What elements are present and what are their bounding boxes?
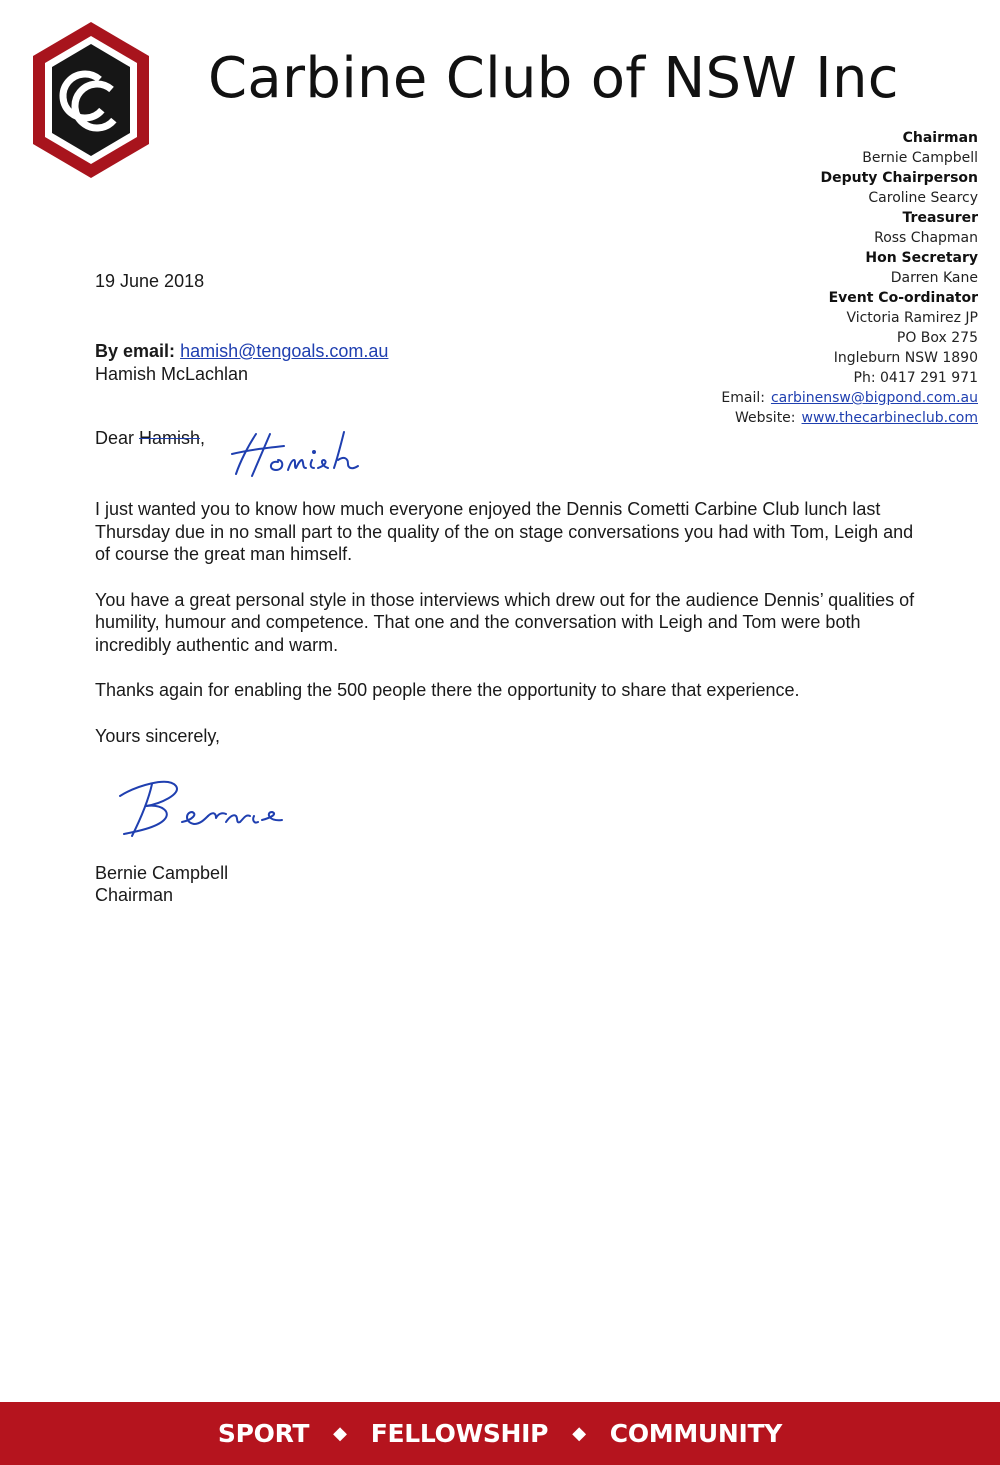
footer-item: SPORT: [217, 1419, 310, 1448]
salutation: [95, 428, 205, 449]
club-website-link[interactable]: www.thecarbineclub.com: [801, 410, 978, 426]
officer-name: Bernie Campbell: [862, 150, 978, 166]
signer-name: Bernie Campbell: [95, 863, 229, 883]
officers-block: [721, 128, 978, 428]
officer-name: Darren Kane: [890, 270, 978, 286]
handwritten-signature: [112, 772, 287, 842]
address-line: PO Box 275: [896, 330, 978, 346]
letter-paragraph: I just wanted you to know how much everyone enjoyed the Dennis Cometti Carbine Club lunch last Thursday due in no small part to the quality of the on stage conversations you had with Tom, Leigh and of course the great man himself.: [95, 499, 914, 564]
letter-paragraph: You have a great personal style in those interviews which drew out for the audience Dennis’ qualities of humility, humour and competence. That one and the conversation with Leigh and Tom were both incredibly authentic and warm.: [95, 589, 915, 655]
email-row: [721, 388, 978, 408]
officer-role: Deputy Chairperson: [820, 170, 978, 186]
officer-name: Victoria Ramirez JP: [846, 310, 978, 326]
club-email-link[interactable]: carbinensw@bigpond.com.au: [770, 390, 978, 406]
address-line: Ingleburn NSW 1890: [833, 350, 978, 366]
website-label: Website:: [734, 410, 796, 426]
letter-paragraph: Thanks again for enabling the 500 people there the opportunity to share that experience.: [95, 680, 800, 700]
footer-item: FELLOWSHIP: [370, 1419, 549, 1448]
website-row: [721, 408, 978, 428]
officer-name: Ross Chapman: [874, 230, 978, 246]
officer-role: Hon Secretary: [865, 250, 978, 266]
officer-role: Event Co-ordinator: [828, 290, 978, 306]
by-email-label: By email:: [95, 341, 176, 361]
diamond-separator-icon: ◆: [572, 1423, 586, 1444]
officer-role: Chairman: [902, 130, 978, 146]
salutation-prefix: Dear: [95, 428, 140, 448]
cc-hexagon-logo-icon: [30, 20, 152, 180]
phone-number: Ph: 0417 291 971: [853, 370, 978, 386]
recipient-email-link[interactable]: hamish@tengoals.com.au: [180, 341, 389, 361]
signer-title: Chairman: [95, 885, 174, 905]
organization-title: Carbine Club of NSW Inc: [208, 46, 899, 111]
salutation-suffix: ,: [200, 428, 206, 448]
salutation-name-struck: Hamish: [139, 428, 201, 448]
diamond-separator-icon: ◆: [333, 1423, 347, 1444]
letter-body: [95, 498, 915, 725]
officer-name: Caroline Searcy: [868, 190, 978, 206]
signer-block: [95, 862, 228, 906]
email-label: Email:: [721, 390, 765, 406]
recipient-name: Hamish McLachlan: [95, 364, 249, 384]
officer-role: Treasurer: [902, 210, 978, 226]
closing-line: Yours sincerely,: [95, 726, 221, 746]
footer-banner: [0, 1402, 1000, 1465]
handwritten-name: [226, 426, 366, 482]
recipient-email-row: [95, 340, 388, 363]
recipient-block: [95, 340, 388, 386]
footer-item: COMMUNITY: [609, 1419, 783, 1448]
letter-date: 19 June 2018: [95, 271, 205, 291]
